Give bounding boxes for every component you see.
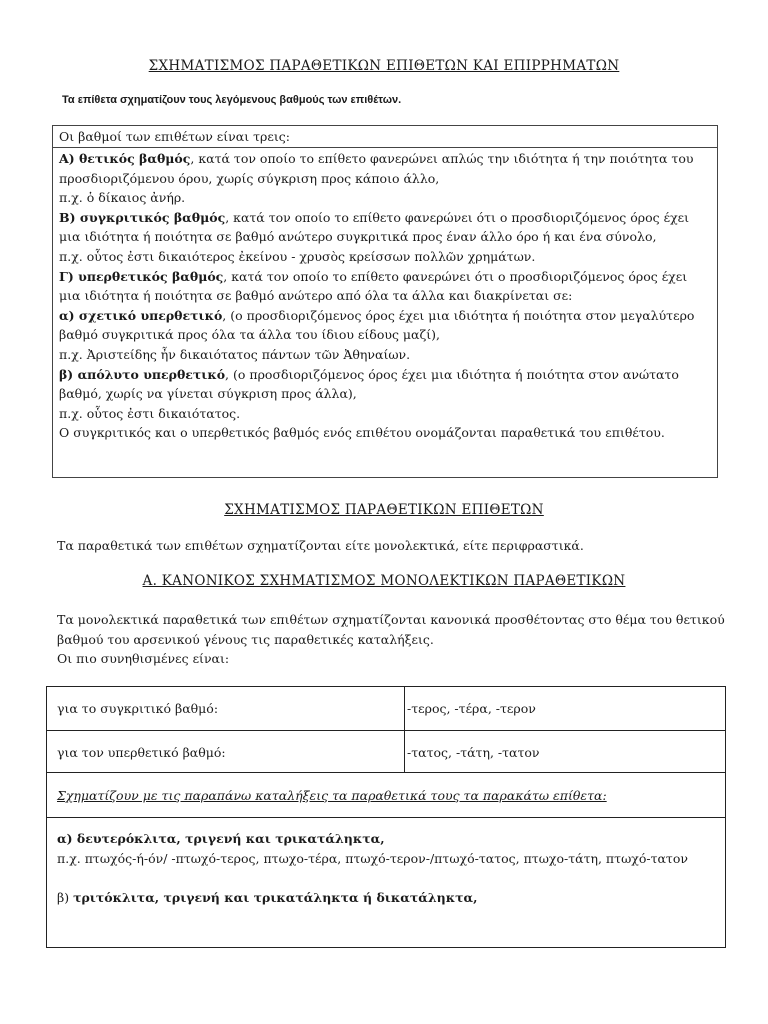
endings-table — [46, 686, 726, 948]
section-title: ΣΧΗΜΑΤΙΣΜΟΣ ΠΑΡΑΘΕΤΙΚΩΝ ΕΠΙΘΕΤΩΝ — [224, 502, 544, 518]
degrees-box-body — [53, 148, 717, 443]
absolute-superlative-example: π.χ. οὗτος ἐστι δικαιότατος. — [59, 405, 241, 421]
table-cell-label: για το συγκριτικό βαθμό: — [57, 701, 219, 716]
comparative-degree: Β) συγκριτικός βαθμός, κατά τον οποίο το επίθετο φανερώνει ότι ο προσδιοριζόμενος όρος έχει μια ιδιότητα ή ποιότητα σε βαθμό ανώτερο συγκριτικά προς έναν άλλο όρο ή και ένα σύνολο, — [59, 209, 690, 245]
regular-formation-paragraph: Τα μονολεκτικά παραθετικά των επιθέτων σχηματίζονται κανονικά προσθέτοντας στο θέμα του θετικού βαθμού του αρσενικού γένους τις παραθετικές καταλήξεις. Οι πιο συνηθισμένες είναι: — [57, 612, 725, 666]
table-cell-value: -τερος, -τέρα, -τερον — [407, 701, 536, 716]
relative-superlative-example: π.χ. Ἀριστείδης ἦν δικαιότατος πάντων τῶν Ἀθηναίων. — [59, 346, 411, 362]
table-note: Σχηματίζουν με τις παραπάνω καταλήξεις τα παραθετικά τους τα παρακάτω επίθετα: — [57, 788, 607, 803]
relative-superlative: α) σχετικό υπερθετικό, (ο προσδιοριζόμενος όρος έχει μια ιδιότητα ή ποιότητα στον μεγαλύτερο βαθμό συγκριτικά προς όλα τα άλλα του ίδιου είδους μαζί), — [59, 307, 695, 343]
superlative-degree: Γ) υπερθετικός βαθμός, κατά τον οποίο το επίθετο φανερώνει ότι ο προσδιοριζόμενος όρος έχει μια ιδιότητα ή ποιότητα σε βαθμό ανώτερο από όλα τα άλλα και διακρίνεται σε: — [59, 268, 688, 304]
subsection-title: Α. ΚΑΝΟΝΙΚΟΣ ΣΧΗΜΑΤΙΣΜΟΣ ΜΟΝΟΛΕΚΤΙΚΩΝ ΠΑΡΑΘΕΤΙΚΩΝ — [142, 573, 626, 589]
positive-degree: Α) θετικός βαθμός, κατά τον οποίο το επίθετο φανερώνει απλώς την ιδιότητα ή την ποιότητα του προσδιοριζόμενου όρου, χωρίς σύγκριση προς κάποιο άλλο, — [59, 151, 694, 186]
group-a-label: α) δευτερόκλιτα, τριγενή και τρικατάληκτα, — [57, 831, 385, 846]
table-cell-label: για τον υπερθετικό βαθμό: — [57, 745, 226, 760]
main-title: ΣΧΗΜΑΤΙΣΜΟΣ ΠΑΡΑΘΕΤΙΚΩΝ ΕΠΙΘΕΤΩΝ ΚΑΙ ΕΠΙΡΡΗΜΑΤΩΝ — [148, 58, 620, 74]
group-a-example: π.χ. πτωχός-ή-όν/ -πτωχό-τερος, πτωχο-τέρα, πτωχό-τερον-/πτωχό-τατος, πτωχο-τάτη, πτωχό-τατον — [57, 850, 688, 866]
absolute-superlative: β) απόλυτο υπερθετικό, (ο προσδιοριζόμενος όρος έχει μια ιδιότητα ή ποιότητα στον ανώτατο βαθμό, χωρίς να γίνεται σύγκριση προς άλλα), — [59, 366, 679, 402]
group-b-label: β) τριτόκλιτα, τριγενή και τρικατάληκτα ή δικατάληκτα, — [57, 890, 478, 905]
column-divider — [404, 687, 405, 773]
degrees-box-heading: Οι βαθμοί των επιθέτων είναι τρεις: — [53, 126, 717, 148]
comparative-example: π.χ. οὗτος ἐστι δικαιότερος ἐκείνου - χρυσὸς κρείσσων πολλῶν χρημάτων. — [59, 248, 536, 264]
table-note-row — [47, 773, 725, 818]
table-cell-value: -τατος, -τάτη, -τατον — [407, 745, 540, 760]
closing-note: Ο συγκριτικός και ο υπερθετικός βαθμός ενός επιθέτου ονομάζονται παραθετικά του επιθέτου. — [59, 425, 665, 441]
positive-example: π.χ. ὁ δίκαιος ἀνήρ. — [59, 190, 186, 206]
intro-text: Τα επίθετα σχηματίζουν τους λεγόμενους βαθμούς των επιθέτων. — [62, 94, 402, 106]
table-row — [47, 731, 725, 773]
table-row — [47, 687, 725, 731]
degrees-box — [52, 125, 718, 478]
formation-paragraph: Τα παραθετικά των επιθέτων σχηματίζονται είτε μονολεκτικά, είτε περιφραστικά. — [57, 538, 584, 553]
adjective-groups — [57, 829, 717, 908]
